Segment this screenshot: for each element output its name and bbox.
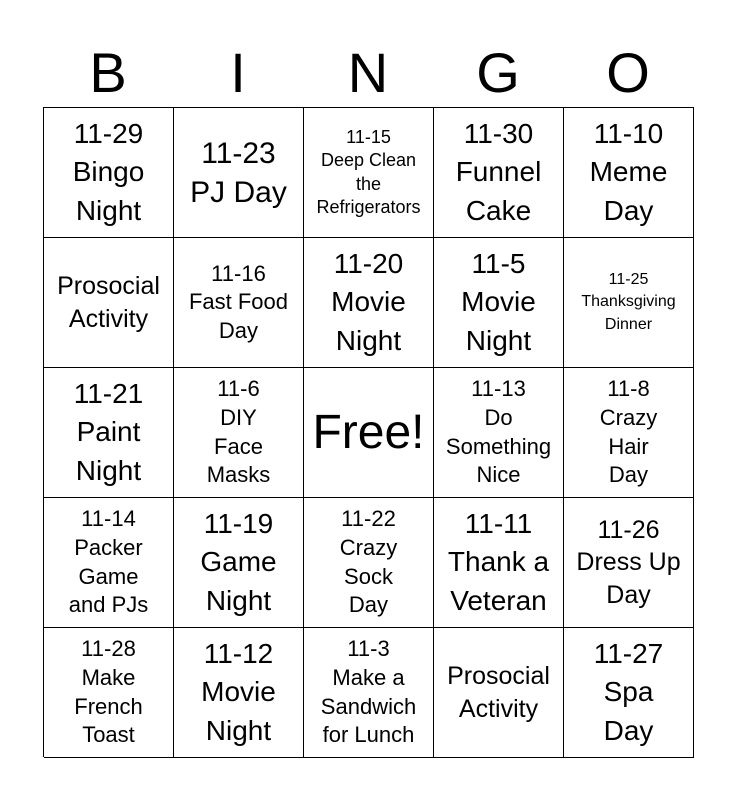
- bingo-cell-r3-c1[interactable]: 11-21 Paint Night: [44, 368, 174, 498]
- bingo-cell-r1-c5[interactable]: 11-10 Meme Day: [564, 108, 694, 238]
- bingo-cell-r4-c3[interactable]: 11-22 Crazy Sock Day: [304, 498, 434, 628]
- bingo-cell-r4-c4[interactable]: 11-11 Thank a Veteran: [434, 498, 564, 628]
- bingo-cell-r5-c5[interactable]: 11-27 Spa Day: [564, 628, 694, 758]
- bingo-cell-r3-c4[interactable]: 11-13 Do Something Nice: [434, 368, 564, 498]
- bingo-cell-r3-c5[interactable]: 11-8 Crazy Hair Day: [564, 368, 694, 498]
- bingo-cell-r2-c4[interactable]: 11-5 Movie Night: [434, 238, 564, 368]
- bingo-cell-r1-c3[interactable]: 11-15 Deep Clean the Refrigerators: [304, 108, 434, 238]
- bingo-cell-r5-c1[interactable]: 11-28 Make French Toast: [44, 628, 174, 758]
- bingo-cell-r2-c1[interactable]: Prosocial Activity: [44, 238, 174, 368]
- bingo-cell-r3-c2[interactable]: 11-6 DIY Face Masks: [174, 368, 304, 498]
- bingo-cell-r4-c2[interactable]: 11-19 Game Night: [174, 498, 304, 628]
- bingo-cell-r4-c1[interactable]: 11-14 Packer Game and PJs: [44, 498, 174, 628]
- bingo-free-space[interactable]: Free!: [304, 368, 434, 498]
- bingo-cell-r5-c3[interactable]: 11-3 Make a Sandwich for Lunch: [304, 628, 434, 758]
- bingo-board: [43, 107, 694, 757]
- header-letter-g: G: [476, 41, 520, 104]
- header-letter-n: N: [347, 41, 389, 104]
- bingo-cell-r2-c5[interactable]: 11-25 Thanksgiving Dinner: [564, 238, 694, 368]
- bingo-cell-r5-c2[interactable]: 11-12 Movie Night: [174, 628, 304, 758]
- header-letter-o: O: [606, 41, 650, 104]
- header-letter-i: I: [230, 41, 246, 104]
- bingo-header: [43, 40, 693, 106]
- header-letter-b: B: [89, 41, 127, 104]
- bingo-cell-r2-c2[interactable]: 11-16 Fast Food Day: [174, 238, 304, 368]
- bingo-cell-r4-c5[interactable]: 11-26 Dress Up Day: [564, 498, 694, 628]
- bingo-cell-r1-c4[interactable]: 11-30 Funnel Cake: [434, 108, 564, 238]
- bingo-cell-r1-c2[interactable]: 11-23 PJ Day: [174, 108, 304, 238]
- bingo-cell-r2-c3[interactable]: 11-20 Movie Night: [304, 238, 434, 368]
- bingo-cell-r1-c1[interactable]: 11-29 Bingo Night: [44, 108, 174, 238]
- bingo-cell-r5-c4[interactable]: Prosocial Activity: [434, 628, 564, 758]
